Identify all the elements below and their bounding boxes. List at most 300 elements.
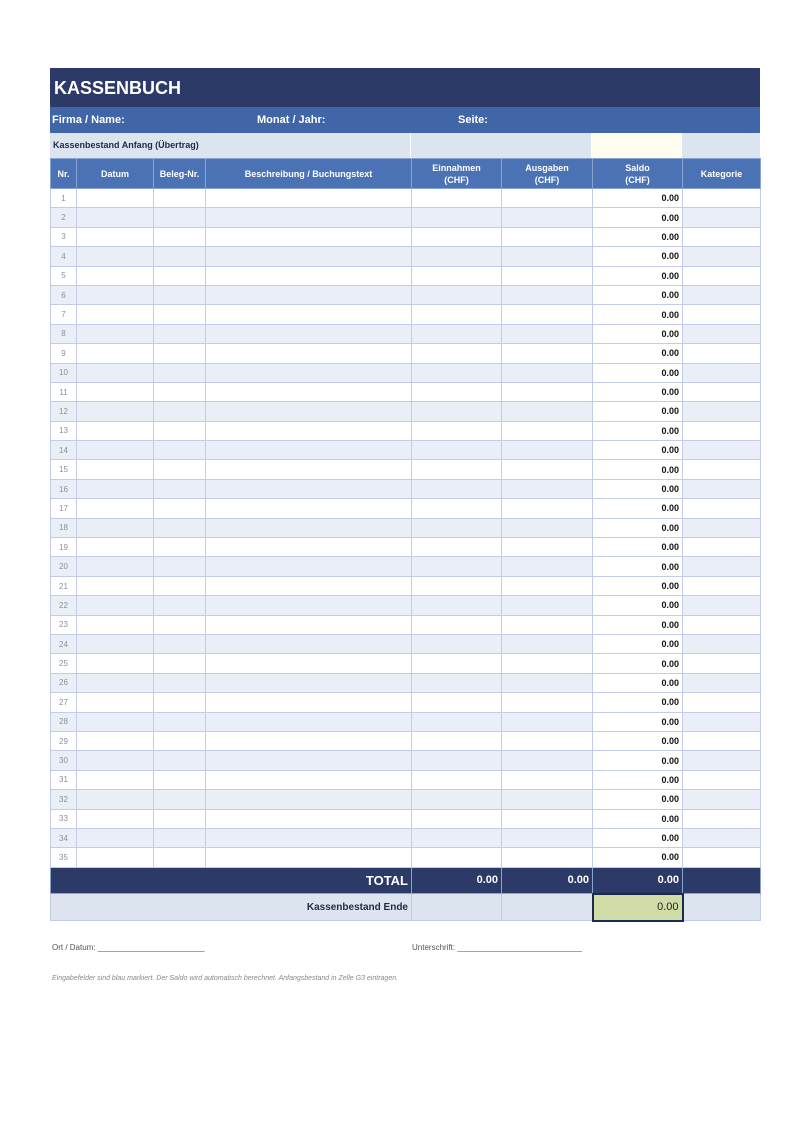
beschreibung-cell[interactable] — [206, 809, 412, 828]
beschreibung-cell[interactable] — [206, 460, 412, 479]
kategorie-cell[interactable] — [683, 441, 761, 460]
kategorie-cell[interactable] — [683, 247, 761, 266]
kategorie-cell[interactable] — [683, 712, 761, 731]
einnahmen-cell[interactable] — [412, 673, 502, 692]
datum-cell[interactable] — [77, 324, 154, 343]
datum-cell[interactable] — [77, 596, 154, 615]
kategorie-cell[interactable] — [683, 189, 761, 208]
table-row — [51, 673, 761, 692]
table-row — [51, 227, 761, 246]
einnahmen-cell[interactable] — [412, 751, 502, 770]
saldo-cell: 0.00 — [593, 382, 683, 401]
einnahmen-cell[interactable] — [412, 828, 502, 847]
beleg-cell[interactable] — [154, 634, 206, 653]
table-row — [51, 402, 761, 421]
beschreibung-cell[interactable] — [206, 828, 412, 847]
kategorie-cell[interactable] — [683, 479, 761, 498]
beleg-cell[interactable] — [154, 285, 206, 304]
kategorie-cell[interactable] — [683, 499, 761, 518]
kategorie-cell[interactable] — [683, 266, 761, 285]
kategorie-cell[interactable] — [683, 673, 761, 692]
cashbook-sheet — [50, 68, 760, 922]
kategorie-cell[interactable] — [683, 828, 761, 847]
datum-cell[interactable] — [77, 809, 154, 828]
saldo-cell: 0.00 — [593, 634, 683, 653]
ausgaben-cell[interactable] — [502, 460, 593, 479]
einnahmen-cell[interactable] — [412, 809, 502, 828]
einnahmen-cell[interactable] — [412, 382, 502, 401]
kategorie-cell[interactable] — [683, 227, 761, 246]
ausgaben-cell[interactable] — [502, 189, 593, 208]
kategorie-cell[interactable] — [683, 731, 761, 750]
beschreibung-cell[interactable] — [206, 305, 412, 324]
datum-cell[interactable] — [77, 731, 154, 750]
einnahmen-cell[interactable] — [412, 712, 502, 731]
einnahmen-cell[interactable] — [412, 460, 502, 479]
total-saldo: 0.00 — [593, 867, 683, 894]
einnahmen-cell[interactable] — [412, 441, 502, 460]
ausgaben-cell[interactable] — [502, 790, 593, 809]
ausgaben-cell[interactable] — [502, 324, 593, 343]
signature-field[interactable]: Unterschrift: ____________________________ — [412, 943, 582, 952]
beleg-cell[interactable] — [154, 305, 206, 324]
einnahmen-cell[interactable] — [412, 305, 502, 324]
einnahmen-cell[interactable] — [412, 208, 502, 227]
table-row — [51, 285, 761, 304]
saldo-cell: 0.00 — [593, 751, 683, 770]
datum-cell[interactable] — [77, 576, 154, 595]
ausgaben-cell[interactable] — [502, 344, 593, 363]
datum-cell[interactable] — [77, 189, 154, 208]
datum-cell[interactable] — [77, 770, 154, 789]
beleg-cell[interactable] — [154, 693, 206, 712]
datum-cell[interactable] — [77, 363, 154, 382]
kategorie-cell[interactable] — [683, 421, 761, 440]
datum-cell[interactable] — [77, 305, 154, 324]
table-row — [51, 770, 761, 789]
kategorie-cell[interactable] — [683, 809, 761, 828]
ausgaben-cell[interactable] — [502, 654, 593, 673]
saldo-cell: 0.00 — [593, 479, 683, 498]
ausgaben-cell[interactable] — [502, 247, 593, 266]
place-date-field[interactable]: Ort / Datum: ________________________ — [52, 943, 205, 952]
einnahmen-cell[interactable] — [412, 848, 502, 867]
row-nr: 25 — [51, 654, 77, 673]
einnahmen-cell[interactable] — [412, 227, 502, 246]
datum-cell[interactable] — [77, 654, 154, 673]
kategorie-cell[interactable] — [683, 305, 761, 324]
datum-cell[interactable] — [77, 615, 154, 634]
einnahmen-cell[interactable] — [412, 363, 502, 382]
datum-cell[interactable] — [77, 557, 154, 576]
kategorie-cell[interactable] — [683, 790, 761, 809]
datum-cell[interactable] — [77, 441, 154, 460]
row-nr: 22 — [51, 596, 77, 615]
beleg-cell[interactable] — [154, 712, 206, 731]
row-nr: 23 — [51, 615, 77, 634]
table-row — [51, 499, 761, 518]
beleg-cell[interactable] — [154, 499, 206, 518]
beleg-cell[interactable] — [154, 227, 206, 246]
einnahmen-cell[interactable] — [412, 790, 502, 809]
table-header-row — [51, 159, 761, 189]
kategorie-cell[interactable] — [683, 324, 761, 343]
kategorie-cell[interactable] — [683, 285, 761, 304]
ausgaben-cell[interactable] — [502, 615, 593, 634]
closing-balance-value: 0.00 — [593, 894, 683, 921]
firma-label: Firma / Name: — [52, 114, 125, 126]
ausgaben-cell[interactable] — [502, 634, 593, 653]
datum-cell[interactable] — [77, 479, 154, 498]
saldo-cell: 0.00 — [593, 208, 683, 227]
beschreibung-cell[interactable] — [206, 731, 412, 750]
kategorie-cell[interactable] — [683, 518, 761, 537]
beschreibung-cell[interactable] — [206, 518, 412, 537]
datum-cell[interactable] — [77, 518, 154, 537]
beschreibung-cell[interactable] — [206, 693, 412, 712]
row-nr: 20 — [51, 557, 77, 576]
table-row — [51, 828, 761, 847]
row-nr: 9 — [51, 344, 77, 363]
opening-balance-end — [682, 133, 760, 158]
einnahmen-cell[interactable] — [412, 247, 502, 266]
ausgaben-cell[interactable] — [502, 770, 593, 789]
beschreibung-cell[interactable] — [206, 654, 412, 673]
saldo-cell: 0.00 — [593, 518, 683, 537]
datum-cell[interactable] — [77, 790, 154, 809]
beleg-cell[interactable] — [154, 615, 206, 634]
kategorie-cell[interactable] — [683, 402, 761, 421]
einnahmen-cell[interactable] — [412, 615, 502, 634]
row-nr: 8 — [51, 324, 77, 343]
beleg-cell[interactable] — [154, 402, 206, 421]
table-row — [51, 615, 761, 634]
saldo-cell: 0.00 — [593, 460, 683, 479]
datum-cell[interactable] — [77, 634, 154, 653]
ausgaben-cell[interactable] — [502, 828, 593, 847]
col-header-datum: Datum — [77, 159, 154, 189]
kategorie-cell[interactable] — [683, 693, 761, 712]
ausgaben-cell[interactable] — [502, 693, 593, 712]
saldo-cell: 0.00 — [593, 421, 683, 440]
beleg-cell[interactable] — [154, 770, 206, 789]
saldo-cell: 0.00 — [593, 828, 683, 847]
ausgaben-cell[interactable] — [502, 596, 593, 615]
beschreibung-cell[interactable] — [206, 634, 412, 653]
row-nr: 14 — [51, 441, 77, 460]
datum-cell[interactable] — [77, 247, 154, 266]
kategorie-cell[interactable] — [683, 634, 761, 653]
ausgaben-cell[interactable] — [502, 208, 593, 227]
table-row — [51, 731, 761, 750]
saldo-cell: 0.00 — [593, 189, 683, 208]
saldo-cell: 0.00 — [593, 615, 683, 634]
beleg-cell[interactable] — [154, 538, 206, 557]
saldo-cell: 0.00 — [593, 790, 683, 809]
datum-cell[interactable] — [77, 402, 154, 421]
beleg-cell[interactable] — [154, 596, 206, 615]
ausgaben-cell[interactable] — [502, 382, 593, 401]
saldo-cell: 0.00 — [593, 576, 683, 595]
kategorie-cell[interactable] — [683, 208, 761, 227]
einnahmen-cell[interactable] — [412, 596, 502, 615]
beschreibung-cell[interactable] — [206, 848, 412, 867]
saldo-cell: 0.00 — [593, 305, 683, 324]
closing-balance-einnahmen — [412, 894, 502, 921]
beschreibung-cell[interactable] — [206, 538, 412, 557]
saldo-cell: 0.00 — [593, 596, 683, 615]
kategorie-cell[interactable] — [683, 596, 761, 615]
datum-cell[interactable] — [77, 285, 154, 304]
beleg-cell[interactable] — [154, 363, 206, 382]
saldo-cell: 0.00 — [593, 441, 683, 460]
einnahmen-cell[interactable] — [412, 576, 502, 595]
closing-balance-label: Kassenbestand Ende — [51, 894, 412, 921]
table-row — [51, 479, 761, 498]
einnahmen-cell[interactable] — [412, 189, 502, 208]
saldo-cell: 0.00 — [593, 654, 683, 673]
beschreibung-cell[interactable] — [206, 421, 412, 440]
einnahmen-cell[interactable] — [412, 421, 502, 440]
beschreibung-cell[interactable] — [206, 363, 412, 382]
ausgaben-cell[interactable] — [502, 518, 593, 537]
kategorie-cell[interactable] — [683, 751, 761, 770]
beleg-cell[interactable] — [154, 324, 206, 343]
einnahmen-cell[interactable] — [412, 402, 502, 421]
beschreibung-cell[interactable] — [206, 615, 412, 634]
datum-cell[interactable] — [77, 344, 154, 363]
datum-cell[interactable] — [77, 751, 154, 770]
kategorie-cell[interactable] — [683, 363, 761, 382]
datum-cell[interactable] — [77, 712, 154, 731]
ausgaben-cell[interactable] — [502, 673, 593, 692]
table-row — [51, 712, 761, 731]
datum-cell[interactable] — [77, 538, 154, 557]
einnahmen-cell[interactable] — [412, 266, 502, 285]
table-row — [51, 324, 761, 343]
kategorie-cell[interactable] — [683, 576, 761, 595]
cashbook-table — [50, 158, 761, 922]
col-header-beschreibung: Beschreibung / Buchungstext — [206, 159, 412, 189]
einnahmen-cell[interactable] — [412, 557, 502, 576]
table-row — [51, 460, 761, 479]
total-label: TOTAL — [51, 867, 412, 894]
beschreibung-cell[interactable] — [206, 499, 412, 518]
beschreibung-cell[interactable] — [206, 557, 412, 576]
ausgaben-cell[interactable] — [502, 285, 593, 304]
saldo-cell: 0.00 — [593, 731, 683, 750]
table-row — [51, 305, 761, 324]
beleg-cell[interactable] — [154, 441, 206, 460]
datum-cell[interactable] — [77, 848, 154, 867]
row-nr: 18 — [51, 518, 77, 537]
table-row — [51, 208, 761, 227]
beschreibung-cell[interactable] — [206, 344, 412, 363]
kategorie-cell[interactable] — [683, 344, 761, 363]
beschreibung-cell[interactable] — [206, 382, 412, 401]
saldo-cell: 0.00 — [593, 499, 683, 518]
beleg-cell[interactable] — [154, 557, 206, 576]
ausgaben-cell[interactable] — [502, 402, 593, 421]
row-nr: 7 — [51, 305, 77, 324]
beschreibung-cell[interactable] — [206, 285, 412, 304]
ausgaben-cell[interactable] — [502, 848, 593, 867]
datum-cell[interactable] — [77, 673, 154, 692]
closing-balance-row — [51, 894, 761, 921]
datum-cell[interactable] — [77, 382, 154, 401]
datum-cell[interactable] — [77, 266, 154, 285]
datum-cell[interactable] — [77, 208, 154, 227]
einnahmen-cell[interactable] — [412, 518, 502, 537]
footer-note: Eingabefelder sind blau markiert. Der Saldo wird automatisch berechnet. Anfangsbestand in Zelle G3 eintragen. — [52, 975, 399, 982]
datum-cell[interactable] — [77, 460, 154, 479]
datum-cell[interactable] — [77, 693, 154, 712]
table-row — [51, 344, 761, 363]
saldo-cell: 0.00 — [593, 285, 683, 304]
row-nr: 29 — [51, 731, 77, 750]
einnahmen-cell[interactable] — [412, 324, 502, 343]
beschreibung-cell[interactable] — [206, 324, 412, 343]
ausgaben-cell[interactable] — [502, 227, 593, 246]
einnahmen-cell[interactable] — [412, 634, 502, 653]
einnahmen-cell[interactable] — [412, 538, 502, 557]
einnahmen-cell[interactable] — [412, 693, 502, 712]
kategorie-cell[interactable] — [683, 770, 761, 789]
col-header-saldo: Saldo (CHF) — [593, 159, 683, 189]
row-nr: 19 — [51, 538, 77, 557]
table-row — [51, 421, 761, 440]
beleg-cell[interactable] — [154, 576, 206, 595]
saldo-cell: 0.00 — [593, 363, 683, 382]
beleg-cell[interactable] — [154, 731, 206, 750]
beschreibung-cell[interactable] — [206, 402, 412, 421]
datum-cell[interactable] — [77, 499, 154, 518]
ausgaben-cell[interactable] — [502, 441, 593, 460]
beschreibung-cell[interactable] — [206, 751, 412, 770]
saldo-cell: 0.00 — [593, 770, 683, 789]
beschreibung-cell[interactable] — [206, 227, 412, 246]
monat-label: Monat / Jahr: — [257, 114, 326, 126]
saldo-cell: 0.00 — [593, 247, 683, 266]
col-header-nr: Nr. — [51, 159, 77, 189]
beleg-cell[interactable] — [154, 266, 206, 285]
ausgaben-cell[interactable] — [502, 712, 593, 731]
einnahmen-cell[interactable] — [412, 654, 502, 673]
beleg-cell[interactable] — [154, 518, 206, 537]
info-bar — [50, 107, 760, 133]
einnahmen-cell[interactable] — [412, 285, 502, 304]
ausgaben-cell[interactable] — [502, 499, 593, 518]
einnahmen-cell[interactable] — [412, 499, 502, 518]
kategorie-cell[interactable] — [683, 557, 761, 576]
beleg-cell[interactable] — [154, 654, 206, 673]
opening-balance-label: Kassenbestand Anfang (Übertrag) — [50, 133, 411, 158]
ausgaben-cell[interactable] — [502, 731, 593, 750]
ausgaben-cell[interactable] — [502, 557, 593, 576]
beschreibung-cell[interactable] — [206, 712, 412, 731]
einnahmen-cell[interactable] — [412, 731, 502, 750]
table-body — [51, 189, 761, 868]
einnahmen-cell[interactable] — [412, 479, 502, 498]
kategorie-cell[interactable] — [683, 848, 761, 867]
total-ausgaben: 0.00 — [502, 867, 593, 894]
beleg-cell[interactable] — [154, 344, 206, 363]
kategorie-cell[interactable] — [683, 382, 761, 401]
table-row — [51, 266, 761, 285]
table-row — [51, 790, 761, 809]
beschreibung-cell[interactable] — [206, 790, 412, 809]
kategorie-cell[interactable] — [683, 654, 761, 673]
beleg-cell[interactable] — [154, 809, 206, 828]
table-row — [51, 382, 761, 401]
row-nr: 35 — [51, 848, 77, 867]
ausgaben-cell[interactable] — [502, 421, 593, 440]
beschreibung-cell[interactable] — [206, 673, 412, 692]
beschreibung-cell[interactable] — [206, 189, 412, 208]
opening-balance-input[interactable] — [592, 133, 682, 158]
ausgaben-cell[interactable] — [502, 538, 593, 557]
beschreibung-cell[interactable] — [206, 208, 412, 227]
ausgaben-cell[interactable] — [502, 363, 593, 382]
saldo-cell: 0.00 — [593, 538, 683, 557]
beschreibung-cell[interactable] — [206, 770, 412, 789]
beleg-cell[interactable] — [154, 189, 206, 208]
beleg-cell[interactable] — [154, 208, 206, 227]
datum-cell[interactable] — [77, 828, 154, 847]
ausgaben-cell[interactable] — [502, 751, 593, 770]
beschreibung-cell[interactable] — [206, 247, 412, 266]
beleg-cell[interactable] — [154, 382, 206, 401]
table-row — [51, 441, 761, 460]
einnahmen-cell[interactable] — [412, 770, 502, 789]
page-title: KASSENBUCH — [50, 68, 760, 107]
closing-balance-kategorie — [683, 894, 761, 921]
ausgaben-cell[interactable] — [502, 809, 593, 828]
beleg-cell[interactable] — [154, 848, 206, 867]
beleg-cell[interactable] — [154, 790, 206, 809]
beleg-cell[interactable] — [154, 673, 206, 692]
saldo-cell: 0.00 — [593, 673, 683, 692]
beleg-cell[interactable] — [154, 751, 206, 770]
kategorie-cell[interactable] — [683, 460, 761, 479]
ausgaben-cell[interactable] — [502, 576, 593, 595]
table-row — [51, 693, 761, 712]
ausgaben-cell[interactable] — [502, 305, 593, 324]
kategorie-cell[interactable] — [683, 538, 761, 557]
beschreibung-cell[interactable] — [206, 266, 412, 285]
kategorie-cell[interactable] — [683, 615, 761, 634]
beschreibung-cell[interactable] — [206, 479, 412, 498]
saldo-cell: 0.00 — [593, 848, 683, 867]
beschreibung-cell[interactable] — [206, 441, 412, 460]
ausgaben-cell[interactable] — [502, 266, 593, 285]
row-nr: 10 — [51, 363, 77, 382]
ausgaben-cell[interactable] — [502, 479, 593, 498]
einnahmen-cell[interactable] — [412, 344, 502, 363]
datum-cell[interactable] — [77, 421, 154, 440]
beleg-cell[interactable] — [154, 828, 206, 847]
row-nr: 32 — [51, 790, 77, 809]
beleg-cell[interactable] — [154, 247, 206, 266]
beleg-cell[interactable] — [154, 421, 206, 440]
datum-cell[interactable] — [77, 227, 154, 246]
col-header-ausgaben: Ausgaben (CHF) — [502, 159, 593, 189]
table-row — [51, 538, 761, 557]
beschreibung-cell[interactable] — [206, 596, 412, 615]
beleg-cell[interactable] — [154, 460, 206, 479]
beleg-cell[interactable] — [154, 479, 206, 498]
beschreibung-cell[interactable] — [206, 576, 412, 595]
